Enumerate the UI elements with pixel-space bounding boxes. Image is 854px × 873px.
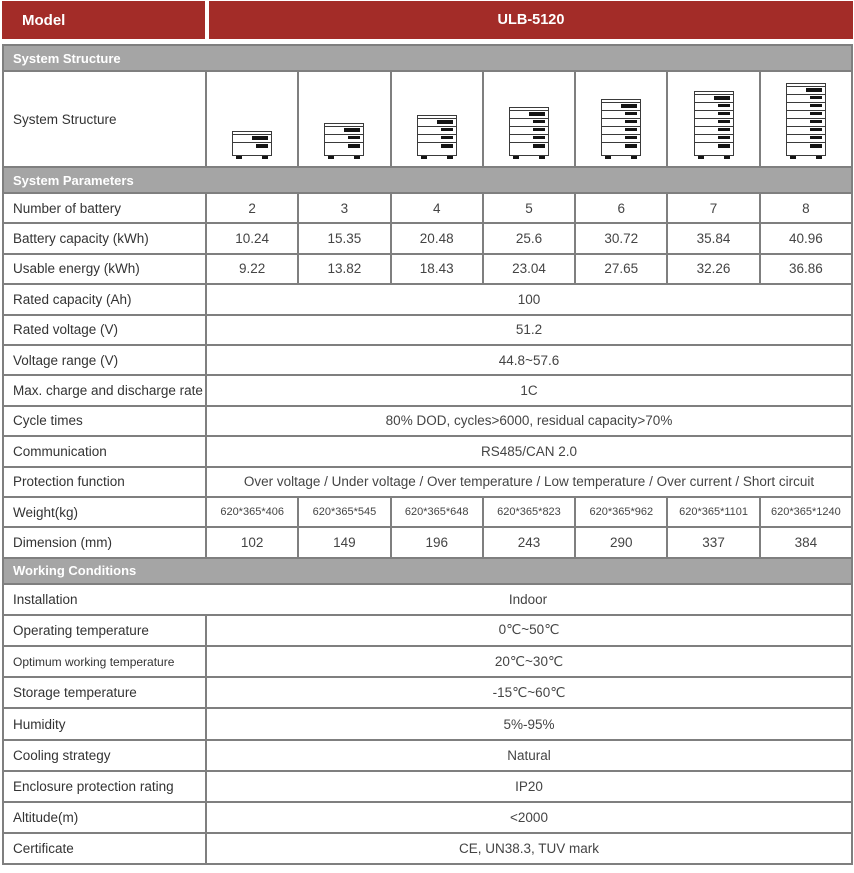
row-altitude-m (4, 803, 851, 834)
battery-handle-icon (441, 128, 453, 131)
row-label: Usable energy (kWh) (13, 261, 140, 277)
battery-stack-illustration-3 (324, 123, 364, 159)
row-value: 44.8~57.6 (205, 346, 851, 374)
battery-foot-icon (421, 156, 427, 159)
row-label: Optimum working temperature (13, 654, 175, 669)
battery-module (602, 143, 640, 155)
battery-stack-illustration-8 (786, 83, 826, 159)
structure-cell-6-batteries (574, 72, 666, 166)
row-value: 102 (205, 528, 297, 556)
row-value: 149 (297, 528, 389, 556)
battery-handle-icon (810, 112, 822, 115)
row-value: 10.24 (205, 224, 297, 252)
row-value: 30.72 (574, 224, 666, 252)
battery-module (325, 127, 363, 135)
battery-handle-icon (625, 144, 637, 148)
system-parameters-rows (4, 194, 851, 559)
battery-module (418, 135, 456, 143)
model-header-label: Model (2, 1, 205, 39)
battery-handle-icon (810, 136, 822, 139)
battery-handle-icon (441, 144, 453, 148)
battery-handle-icon (718, 120, 730, 123)
row-installation (4, 585, 851, 616)
battery-module (510, 127, 548, 135)
row-value: 18.43 (390, 255, 482, 283)
row-label: Rated capacity (Ah) (13, 291, 132, 307)
row-value: 4 (390, 194, 482, 222)
row-number-of-battery (4, 194, 851, 224)
battery-module (695, 103, 733, 111)
battery-module (787, 127, 825, 135)
battery-stack-illustration-5 (509, 107, 549, 159)
battery-module (695, 119, 733, 127)
battery-foot-icon (816, 156, 822, 159)
row-value: 15.35 (297, 224, 389, 252)
row-value: 0℃~50℃ (205, 616, 851, 645)
row-label: Voltage range (V) (13, 352, 119, 368)
battery-module (233, 143, 271, 155)
structure-cell-5-batteries (482, 72, 574, 166)
row-label: Enclosure protection rating (13, 778, 174, 794)
row-protection-function (4, 468, 851, 498)
battery-handle-icon (718, 104, 730, 107)
row-label: Weight(kg) (13, 504, 79, 520)
row-value: 5 (482, 194, 574, 222)
row-value: RS485/CAN 2.0 (205, 437, 851, 465)
row-value: Over voltage / Under voltage / Over temperature / Low temperature / Over current / Short circuit (205, 468, 851, 496)
battery-feet (601, 156, 641, 159)
row-battery-capacity-kwh (4, 224, 851, 254)
row-value: 1C (205, 376, 851, 404)
spec-sheet (2, 0, 853, 865)
battery-cabinet (601, 99, 641, 156)
row-value: 8 (759, 194, 851, 222)
battery-cabinet (232, 131, 272, 156)
battery-module (325, 135, 363, 143)
row-voltage-range-v (4, 346, 851, 376)
battery-handle-icon (810, 104, 822, 107)
row-value: 620*365*545 (297, 498, 389, 526)
battery-handle-icon (625, 120, 637, 123)
battery-stack-illustration-6 (601, 99, 641, 159)
battery-module (695, 143, 733, 155)
structure-cell-2-batteries (205, 72, 297, 166)
row-value: 337 (666, 528, 758, 556)
row-system-structure (4, 72, 851, 168)
row-label: Operating temperature (13, 622, 149, 638)
battery-handle-icon (252, 136, 268, 140)
battery-foot-icon (513, 156, 519, 159)
structure-cell-8-batteries (759, 72, 851, 166)
battery-module (787, 103, 825, 111)
section-bar-system-parameters: System Parameters (4, 168, 851, 194)
section-bar-system-structure: System Structure (4, 46, 851, 72)
section-bar-working-conditions: Working Conditions (4, 559, 851, 585)
row-value: 13.82 (297, 255, 389, 283)
battery-foot-icon (262, 156, 268, 159)
battery-handle-icon (437, 120, 453, 124)
row-label: Installation (13, 591, 78, 607)
battery-module (787, 143, 825, 155)
battery-module (233, 135, 271, 143)
row-value: 384 (759, 528, 851, 556)
battery-foot-icon (631, 156, 637, 159)
row-value: CE, UN38.3, TUV mark (205, 834, 851, 863)
working-conditions-rows (4, 585, 851, 866)
row-value: <2000 (205, 803, 851, 832)
row-value: 51.2 (205, 316, 851, 344)
row-value: 100 (205, 285, 851, 313)
row-label: Communication (13, 443, 107, 459)
row-label: System Structure (13, 111, 117, 127)
row-label: Certificate (13, 841, 74, 857)
model-header-value: ULB-5120 (209, 1, 853, 39)
row-value: 35.84 (666, 224, 758, 252)
row-value: 20.48 (390, 224, 482, 252)
battery-foot-icon (539, 156, 545, 159)
battery-module (695, 95, 733, 103)
row-value: 620*365*962 (574, 498, 666, 526)
battery-foot-icon (447, 156, 453, 159)
row-value: 6 (574, 194, 666, 222)
row-label: Cycle times (13, 413, 83, 429)
row-enclosure-protection-rating (4, 772, 851, 803)
battery-handle-icon (718, 144, 730, 148)
battery-handle-icon (344, 128, 360, 132)
battery-handle-icon (718, 112, 730, 115)
row-usable-energy-kwh (4, 255, 851, 285)
battery-module (418, 143, 456, 155)
row-cycle-times (4, 407, 851, 437)
battery-handle-icon (625, 112, 637, 115)
row-label: Humidity (13, 716, 66, 732)
row-value: -15℃~60℃ (205, 678, 851, 707)
row-optimum-working-temperature (4, 647, 851, 678)
battery-handle-icon (810, 144, 822, 148)
battery-handle-icon (533, 120, 545, 123)
battery-handle-icon (348, 144, 360, 148)
row-value: Natural (205, 741, 851, 770)
row-weight-kg (4, 498, 851, 528)
structure-cell-7-batteries (666, 72, 758, 166)
battery-module (510, 119, 548, 127)
battery-handle-icon (533, 128, 545, 131)
battery-handle-icon (625, 136, 637, 139)
battery-handle-icon (714, 96, 730, 100)
battery-feet (324, 156, 364, 159)
battery-handle-icon (533, 144, 545, 148)
row-value: Indoor (508, 591, 548, 607)
battery-module (787, 111, 825, 119)
battery-cabinet (509, 107, 549, 156)
row-label: Protection function (13, 474, 125, 490)
row-value: 243 (482, 528, 574, 556)
battery-handle-icon (625, 128, 637, 131)
battery-module (787, 87, 825, 95)
row-label: Battery capacity (kWh) (13, 231, 149, 247)
row-label: Cooling strategy (13, 747, 111, 763)
row-value: 40.96 (759, 224, 851, 252)
battery-handle-icon (718, 128, 730, 131)
battery-module (325, 143, 363, 155)
battery-handle-icon (533, 136, 545, 139)
battery-module (602, 103, 640, 111)
battery-module (510, 135, 548, 143)
battery-module (510, 111, 548, 119)
battery-handle-icon (810, 128, 822, 131)
battery-handle-icon (810, 120, 822, 123)
structure-cell-3-batteries (297, 72, 389, 166)
row-label: Storage temperature (13, 685, 137, 701)
row-value: 3 (297, 194, 389, 222)
row-label: Number of battery (13, 200, 122, 216)
row-value: 25.6 (482, 224, 574, 252)
row-value: IP20 (205, 772, 851, 801)
row-value: 620*365*648 (390, 498, 482, 526)
row-value: 27.65 (574, 255, 666, 283)
battery-handle-icon (256, 144, 268, 148)
row-value: 196 (390, 528, 482, 556)
battery-module (695, 127, 733, 135)
row-humidity (4, 709, 851, 740)
row-communication (4, 437, 851, 467)
model-header (2, 1, 853, 39)
row-value: 23.04 (482, 255, 574, 283)
battery-foot-icon (790, 156, 796, 159)
spec-table (2, 44, 853, 865)
row-value: 5%-95% (205, 709, 851, 738)
battery-handle-icon (529, 112, 545, 116)
row-value: 620*365*406 (205, 498, 297, 526)
row-value: 20℃~30℃ (205, 647, 851, 676)
battery-stack-illustration-7 (694, 91, 734, 159)
row-rated-capacity-ah (4, 285, 851, 315)
battery-feet (417, 156, 457, 159)
structure-cell-4-batteries (390, 72, 482, 166)
battery-module (510, 143, 548, 155)
battery-module (602, 111, 640, 119)
battery-foot-icon (236, 156, 242, 159)
battery-module (695, 135, 733, 143)
row-operating-temperature (4, 616, 851, 647)
battery-module (787, 119, 825, 127)
row-dimension-mm (4, 528, 851, 558)
battery-handle-icon (810, 96, 822, 99)
battery-feet (694, 156, 734, 159)
row-cooling-strategy (4, 741, 851, 772)
battery-cabinet (417, 115, 457, 156)
row-label: Max. charge and discharge rate (13, 383, 203, 399)
battery-handle-icon (806, 88, 822, 92)
battery-handle-icon (348, 136, 360, 139)
row-storage-temperature (4, 678, 851, 709)
row-max-charge-and-discharge-rate (4, 376, 851, 406)
battery-cabinet (324, 123, 364, 156)
battery-module (602, 135, 640, 143)
row-certificate (4, 834, 851, 865)
battery-feet (786, 156, 826, 159)
battery-handle-icon (621, 104, 637, 108)
battery-module (418, 127, 456, 135)
battery-module (602, 127, 640, 135)
battery-foot-icon (328, 156, 334, 159)
row-value: 290 (574, 528, 666, 556)
battery-foot-icon (698, 156, 704, 159)
battery-feet (509, 156, 549, 159)
battery-cabinet (694, 91, 734, 156)
row-label: Rated voltage (V) (13, 322, 119, 338)
battery-foot-icon (354, 156, 360, 159)
battery-module (787, 95, 825, 103)
row-value: 32.26 (666, 255, 758, 283)
row-value: 2 (205, 194, 297, 222)
battery-foot-icon (724, 156, 730, 159)
row-value: 80% DOD, cycles>6000, residual capacity>70% (205, 407, 851, 435)
battery-feet (232, 156, 272, 159)
battery-module (695, 111, 733, 119)
row-rated-voltage-v (4, 316, 851, 346)
row-value: 620*365*1240 (759, 498, 851, 526)
row-value: 7 (666, 194, 758, 222)
battery-foot-icon (605, 156, 611, 159)
battery-module (418, 119, 456, 127)
battery-handle-icon (718, 136, 730, 139)
row-value: 36.86 (759, 255, 851, 283)
row-label: Dimension (mm) (13, 534, 113, 550)
row-label: Altitude(m) (13, 810, 79, 826)
row-value: 9.22 (205, 255, 297, 283)
row-value: 620*365*1101 (666, 498, 758, 526)
battery-cabinet (786, 83, 826, 156)
row-value: 620*365*823 (482, 498, 574, 526)
battery-stack-illustration-4 (417, 115, 457, 159)
battery-handle-icon (441, 136, 453, 139)
battery-module (602, 119, 640, 127)
battery-stack-illustration-2 (232, 131, 272, 159)
battery-module (787, 135, 825, 143)
